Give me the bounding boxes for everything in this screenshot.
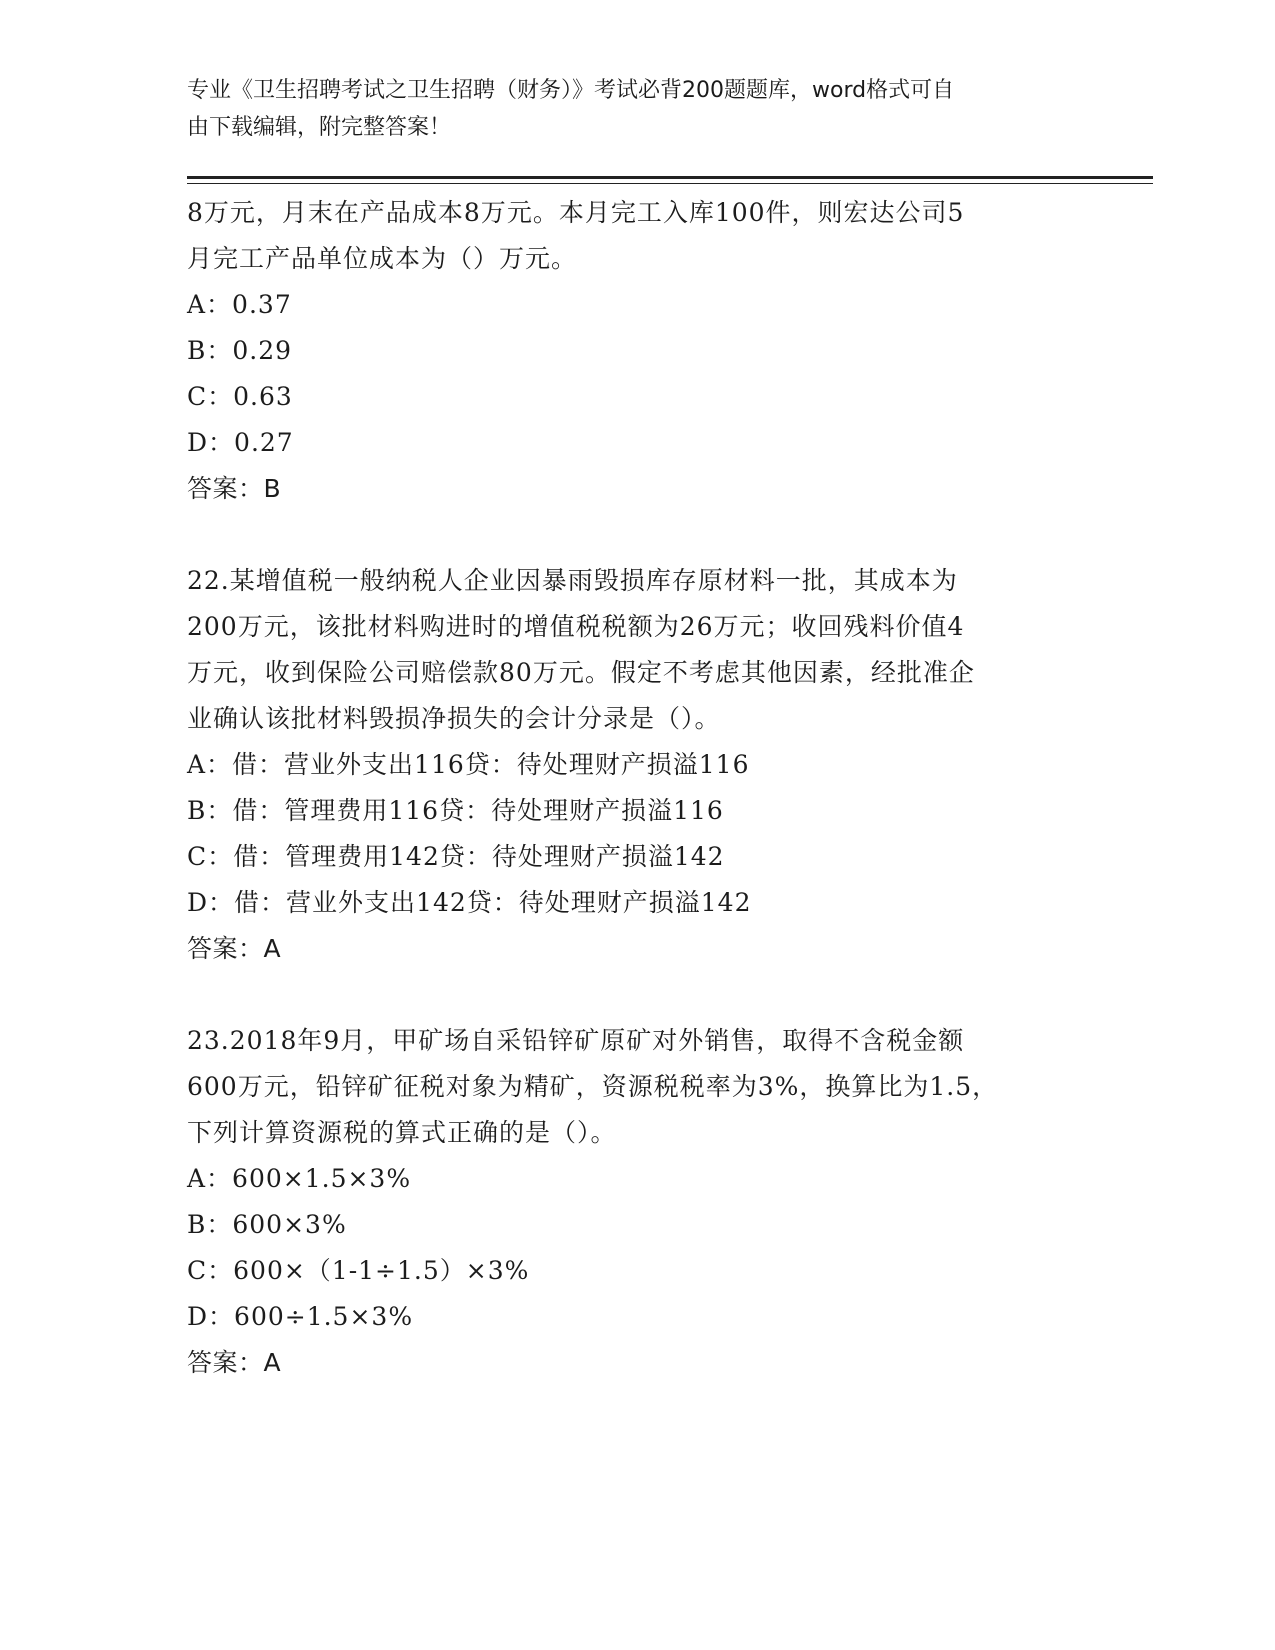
question-stem-line: 22.某增值税一般纳税人企业因暴雨毁损库存原材料一批，其成本为 — [187, 566, 958, 595]
option-b: B：0.29 — [187, 336, 293, 365]
question-stem-line: 8万元，月末在产品成本8万元。本月完工入库100件，则宏达公司5 — [187, 198, 965, 227]
option-a: A：600×1.5×3% — [187, 1164, 412, 1193]
question-spacer — [187, 512, 1087, 558]
option-b: B：借：管理费用116贷：待处理财产损溢116 — [187, 796, 724, 825]
option-d: D：借：营业外支出142贷：待处理财产损溢142 — [187, 888, 752, 917]
option-a: A：借：营业外支出116贷：待处理财产损溢116 — [187, 750, 750, 779]
answer-line: 答案：B — [187, 474, 282, 503]
question-stem-line: 下列计算资源税的算式正确的是（）。 — [187, 1118, 617, 1147]
question-stem-line: 月完工产品单位成本为（）万元。 — [187, 244, 578, 273]
option-a: A：0.37 — [187, 290, 292, 319]
option-c: C：600×（1-1÷1.5）×3% — [187, 1256, 530, 1285]
answer-line: 答案：A — [187, 1348, 282, 1377]
question-22 — [187, 558, 1087, 972]
header-title-line-1: 专业《卫生招聘考试之卫生招聘（财务）》考试必背200题题库，word格式可自 — [187, 78, 955, 103]
question-list — [187, 190, 1087, 1386]
option-d: D：0.27 — [187, 428, 294, 457]
option-b: B：600×3% — [187, 1210, 347, 1239]
header-rule-thick — [187, 176, 1153, 179]
answer-line: 答案：A — [187, 934, 282, 963]
option-c: C：借：管理费用142贷：待处理财产损溢142 — [187, 842, 725, 871]
question-23 — [187, 1018, 1087, 1386]
question-spacer — [187, 972, 1087, 1018]
header-title-line-2: 由下载编辑，附完整答案！ — [187, 115, 452, 140]
header-rule-thin — [187, 183, 1153, 184]
option-d: D：600÷1.5×3% — [187, 1302, 414, 1331]
question-stem-line: 23.2018年9月，甲矿场自采铅锌矿原矿对外销售，取得不含税金额 — [187, 1026, 965, 1055]
question-stem-line: 万元，收到保险公司赔偿款80万元。假定不考虑其他因素，经批准企 — [187, 658, 975, 687]
option-c: C：0.63 — [187, 382, 293, 411]
question-stem-line: 业确认该批材料毁损净损失的会计分录是（）。 — [187, 704, 721, 733]
question-21 — [187, 190, 1087, 512]
document-header — [187, 72, 1067, 146]
question-stem-line: 600万元，铅锌矿征税对象为精矿，资源税税率为3%，换算比为1.5， — [187, 1072, 999, 1101]
question-stem-line: 200万元，该批材料购进时的增值税税额为26万元；收回残料价值4 — [187, 612, 965, 641]
